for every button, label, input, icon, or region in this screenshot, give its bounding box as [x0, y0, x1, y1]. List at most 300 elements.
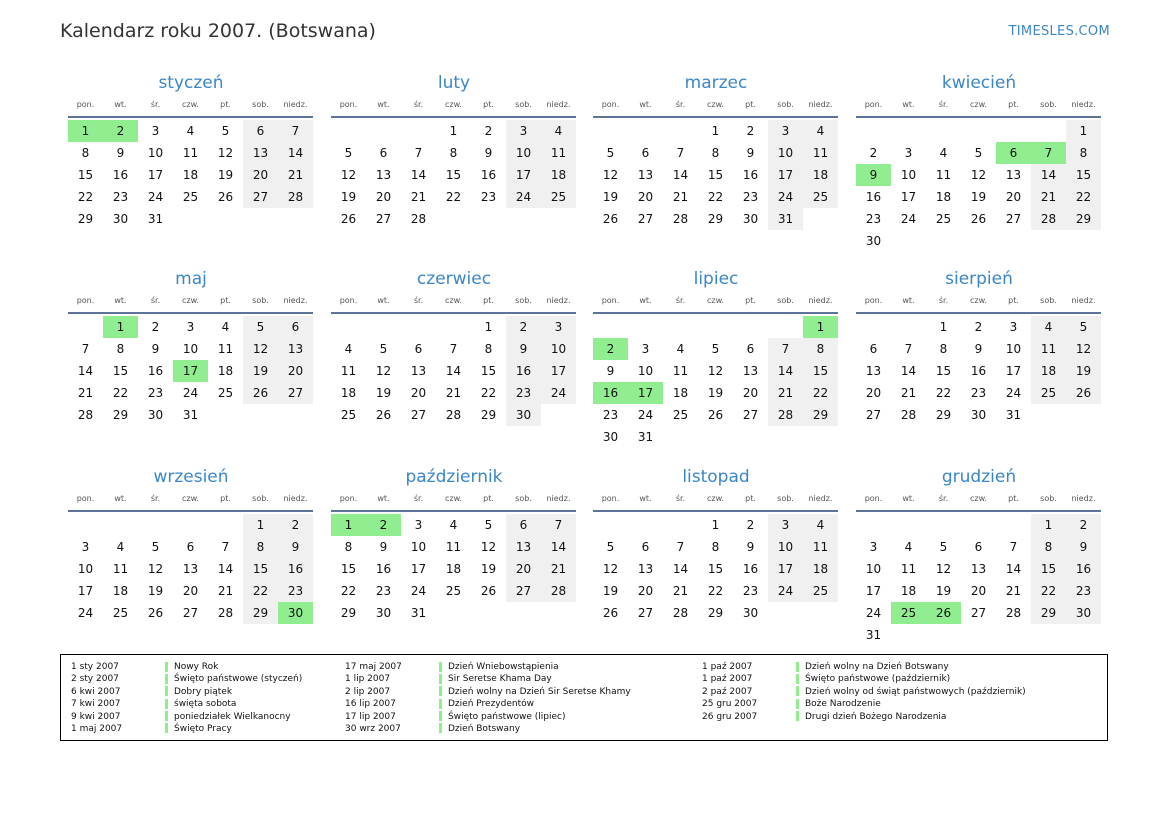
- day-cell: 15: [935, 364, 952, 378]
- weekday-label: pt.: [220, 494, 231, 503]
- day-cell: 1: [1066, 120, 1101, 142]
- day-cell: 12: [970, 168, 987, 182]
- day-cell: 19: [970, 190, 987, 204]
- month-title: wrzesień: [153, 467, 229, 487]
- day-cell: 1: [449, 124, 458, 138]
- day-cell: 24: [637, 408, 654, 422]
- day-cell: 24: [900, 212, 917, 226]
- day-cell: 19: [375, 386, 392, 400]
- day-cell: 4: [344, 342, 353, 356]
- month-title: listopad: [682, 467, 750, 487]
- weekday-label: czw.: [182, 296, 199, 305]
- holiday-marker: [439, 723, 442, 733]
- day-cell: 10: [182, 342, 199, 356]
- empty-cell: [628, 120, 663, 142]
- weekday-label: pon.: [76, 494, 95, 503]
- empty-cell: [628, 514, 663, 536]
- day-cell: 7: [278, 120, 313, 142]
- holiday-marker: [439, 686, 442, 696]
- day-cell: 25: [340, 408, 357, 422]
- holiday-date: 17 lip 2007: [345, 711, 396, 722]
- weekday-label: pon.: [601, 494, 620, 503]
- holiday-date: 1 sty 2007: [71, 662, 119, 672]
- day-cell: 30: [147, 408, 164, 422]
- day-cell: 28: [445, 408, 462, 422]
- weekday-label: sob.: [1040, 100, 1057, 109]
- day-cell: 23: [112, 190, 129, 204]
- weekday-label: niedz.: [1071, 494, 1096, 503]
- empty-cell: [768, 316, 803, 338]
- day-cell: 21: [1031, 186, 1066, 208]
- empty-cell: [366, 120, 401, 142]
- day-cell: 1: [484, 320, 493, 334]
- day-cell: 13: [637, 562, 654, 576]
- day-cell: 10: [410, 540, 427, 554]
- day-grid: [856, 316, 1102, 426]
- holiday-date: 2 paź 2007: [702, 686, 753, 697]
- legend-column: [692, 661, 1026, 723]
- day-cell: 24: [1005, 386, 1022, 400]
- month-divider: [593, 312, 838, 314]
- weekday-label: czw.: [182, 100, 199, 109]
- weekday-label: pt.: [483, 494, 494, 503]
- weekday-label: czw.: [970, 296, 987, 305]
- day-cell: 11: [1031, 338, 1066, 360]
- day-cell: 31: [865, 628, 882, 642]
- weekday-label: sob.: [777, 296, 794, 305]
- day-cell: 7: [414, 146, 423, 160]
- weekday-label: śr.: [413, 494, 424, 503]
- weekday-header: [68, 98, 314, 112]
- day-cell: 31: [410, 606, 427, 620]
- day-cell: 7: [541, 514, 576, 536]
- empty-cell: [401, 120, 436, 142]
- weekday-label: pt.: [1008, 296, 1019, 305]
- legend-row: [335, 698, 631, 710]
- day-cell: 19: [243, 360, 278, 382]
- legend-row: [692, 698, 1026, 710]
- day-cell: 2: [1066, 514, 1101, 536]
- month-divider: [593, 116, 838, 118]
- day-cell: 13: [742, 364, 759, 378]
- day-cell: 28: [768, 404, 803, 426]
- day-cell: 26: [340, 212, 357, 226]
- empty-cell: [891, 514, 926, 536]
- month-6: [331, 268, 577, 426]
- day-grid: [68, 316, 314, 426]
- day-cell: 6: [869, 342, 878, 356]
- holiday-date: 26 gru 2007: [702, 711, 758, 722]
- day-cell: 24: [506, 186, 541, 208]
- day-cell: 29: [1031, 602, 1066, 624]
- holiday-marker: [165, 686, 168, 696]
- day-cell: 2: [974, 320, 983, 334]
- holiday-date: 2 sty 2007: [71, 674, 119, 685]
- day-cell: 1: [939, 320, 948, 334]
- day-cell: 3: [1009, 320, 1018, 334]
- day-cell: 4: [1031, 316, 1066, 338]
- day-cell: 11: [112, 562, 129, 576]
- day-cell: 27: [637, 212, 654, 226]
- day-cell: 15: [340, 562, 357, 576]
- holiday-date: 25 gru 2007: [702, 699, 758, 710]
- day-cell: 8: [81, 146, 90, 160]
- day-cell: 10: [506, 142, 541, 164]
- empty-cell: [593, 514, 628, 536]
- day-cell: 1: [243, 514, 278, 536]
- day-cell: 24: [768, 186, 803, 208]
- day-cell: 18: [672, 386, 689, 400]
- weekday-label: sob.: [1040, 494, 1057, 503]
- month-divider: [331, 312, 576, 314]
- legend-row: [692, 661, 1026, 673]
- weekday-label: śr.: [675, 100, 686, 109]
- day-cell: 20: [637, 584, 654, 598]
- day-cell: 4: [186, 124, 195, 138]
- legend-row: [61, 686, 302, 698]
- day-cell: 13: [1005, 168, 1022, 182]
- day-cell: 23: [375, 584, 392, 598]
- weekday-label: pt.: [483, 100, 494, 109]
- day-cell: 1: [711, 124, 720, 138]
- day-cell: 22: [77, 190, 94, 204]
- day-cell: 27: [243, 186, 278, 208]
- day-cell: 10: [77, 562, 94, 576]
- weekday-label: śr.: [938, 296, 949, 305]
- holiday-date: 1 lip 2007: [345, 674, 391, 685]
- weekday-label: sob.: [252, 100, 269, 109]
- legend-row: [335, 661, 631, 673]
- month-11: [593, 466, 839, 624]
- day-cell: 29: [707, 212, 724, 226]
- day-cell: 1: [711, 518, 720, 532]
- empty-cell: [961, 120, 996, 142]
- month-divider: [856, 312, 1101, 314]
- weekday-label: pt.: [745, 100, 756, 109]
- day-cell: 17: [865, 584, 882, 598]
- day-cell: 28: [278, 186, 313, 208]
- day-cell: 2: [506, 316, 541, 338]
- day-cell: 26: [243, 382, 278, 404]
- day-cell: 3: [541, 316, 576, 338]
- month-4: [856, 72, 1102, 252]
- empty-cell: [856, 514, 891, 536]
- day-cell: 9: [116, 146, 125, 160]
- day-cell: 5: [221, 124, 230, 138]
- day-cell: 10: [541, 338, 576, 360]
- weekday-label: wt.: [377, 296, 390, 305]
- day-cell: 22: [935, 386, 952, 400]
- day-cell: 8: [711, 146, 720, 160]
- day-cell: 14: [672, 562, 689, 576]
- holiday-name: Święto państwowe (styczeń): [174, 674, 303, 685]
- day-cell: 10: [900, 168, 917, 182]
- weekday-header: [331, 98, 577, 112]
- day-cell: 26: [707, 408, 724, 422]
- weekday-label: wt.: [639, 100, 652, 109]
- day-cell: 30: [742, 606, 759, 620]
- empty-cell: [698, 316, 733, 338]
- day-grid: [593, 514, 839, 624]
- day-cell: 24: [147, 190, 164, 204]
- day-cell: 18: [445, 562, 462, 576]
- day-grid: [331, 120, 577, 230]
- day-grid: [68, 120, 314, 230]
- day-cell: 30: [742, 212, 759, 226]
- day-cell: 13: [865, 364, 882, 378]
- day-cell: 27: [375, 212, 392, 226]
- day-cell: 7: [81, 342, 90, 356]
- day-cell: 3: [768, 120, 803, 142]
- day-cell: 21: [900, 386, 917, 400]
- holiday-day-cell: 1: [103, 316, 138, 338]
- day-cell: 25: [445, 584, 462, 598]
- weekday-header: [68, 492, 314, 506]
- day-cell: 4: [803, 120, 838, 142]
- weekday-label: czw.: [970, 494, 987, 503]
- day-cell: 20: [410, 386, 427, 400]
- day-cell: 23: [1066, 580, 1101, 602]
- weekday-label: sob.: [1040, 296, 1057, 305]
- day-cell: 22: [112, 386, 129, 400]
- day-cell: 22: [243, 580, 278, 602]
- day-cell: 11: [672, 364, 689, 378]
- day-cell: 24: [182, 386, 199, 400]
- empty-cell: [401, 316, 436, 338]
- day-cell: 3: [641, 342, 650, 356]
- day-cell: 1: [1031, 514, 1066, 536]
- day-cell: 17: [77, 584, 94, 598]
- month-title: lipiec: [693, 269, 739, 289]
- day-cell: 4: [904, 540, 913, 554]
- holiday-date: 6 kwi 2007: [71, 686, 121, 697]
- day-cell: 16: [112, 168, 129, 182]
- day-cell: 10: [147, 146, 164, 160]
- day-cell: 15: [803, 360, 838, 382]
- holiday-marker: [165, 699, 168, 709]
- day-cell: 9: [1066, 536, 1101, 558]
- day-grid: [856, 120, 1102, 252]
- holiday-marker: [165, 723, 168, 733]
- holiday-marker: [439, 699, 442, 709]
- weekday-header: [331, 294, 577, 308]
- weekday-header: [593, 294, 839, 308]
- holiday-day-cell: 25: [891, 602, 926, 624]
- day-cell: 2: [484, 124, 493, 138]
- day-cell: 19: [602, 190, 619, 204]
- holiday-date: 30 wrz 2007: [345, 723, 401, 734]
- month-divider: [331, 510, 576, 512]
- empty-cell: [173, 514, 208, 536]
- day-cell: 28: [672, 212, 689, 226]
- day-cell: 27: [1005, 212, 1022, 226]
- weekday-label: niedz.: [283, 296, 308, 305]
- brand-link[interactable]: TIMESLES.COM: [1008, 24, 1110, 39]
- day-cell: 11: [541, 142, 576, 164]
- day-cell: 24: [410, 584, 427, 598]
- day-cell: 22: [340, 584, 357, 598]
- day-cell: 20: [865, 386, 882, 400]
- holiday-day-cell: 6: [996, 142, 1031, 164]
- day-cell: 5: [711, 342, 720, 356]
- day-cell: 7: [676, 540, 685, 554]
- legend-row: [335, 723, 631, 735]
- day-cell: 3: [151, 124, 160, 138]
- day-cell: 14: [278, 142, 313, 164]
- day-cell: 20: [742, 386, 759, 400]
- day-cell: 28: [672, 606, 689, 620]
- weekday-label: wt.: [639, 494, 652, 503]
- weekday-header: [593, 492, 839, 506]
- legend-row: [692, 711, 1026, 723]
- day-cell: 25: [935, 212, 952, 226]
- legend-row: [61, 698, 302, 710]
- legend-row: [335, 686, 631, 698]
- month-divider: [68, 116, 313, 118]
- day-cell: 12: [602, 168, 619, 182]
- day-cell: 6: [506, 514, 541, 536]
- day-cell: 25: [112, 606, 129, 620]
- day-cell: 6: [641, 146, 650, 160]
- day-cell: 15: [707, 562, 724, 576]
- holiday-name: Święto państwowe (październik): [805, 674, 951, 685]
- weekday-label: niedz.: [546, 296, 571, 305]
- empty-cell: [926, 120, 961, 142]
- day-cell: 23: [970, 386, 987, 400]
- day-cell: 15: [112, 364, 129, 378]
- holiday-name: Dzień Prezydentów: [448, 699, 534, 710]
- day-cell: 14: [541, 536, 576, 558]
- day-cell: 23: [865, 212, 882, 226]
- holiday-date: 1 paź 2007: [702, 662, 753, 672]
- day-cell: 5: [379, 342, 388, 356]
- weekday-label: czw.: [445, 100, 462, 109]
- empty-cell: [628, 316, 663, 338]
- holiday-name: Dzień wolny na Dzień Sir Seretse Khamy: [448, 686, 631, 697]
- month-divider: [593, 510, 838, 512]
- day-cell: 16: [375, 562, 392, 576]
- holiday-day-cell: 2: [366, 514, 401, 536]
- holiday-name: Drugi dzień Bożego Narodzenia: [805, 711, 947, 722]
- weekday-header: [68, 294, 314, 308]
- holiday-legend: [60, 654, 1108, 741]
- month-9: [68, 466, 314, 624]
- day-cell: 15: [480, 364, 497, 378]
- day-cell: 2: [746, 518, 755, 532]
- holiday-name: Boże Narodzenie: [805, 699, 881, 710]
- day-cell: 10: [1005, 342, 1022, 356]
- holiday-day-cell: 17: [628, 382, 663, 404]
- day-cell: 22: [707, 584, 724, 598]
- day-cell: 24: [768, 580, 803, 602]
- day-cell: 16: [1066, 558, 1101, 580]
- weekday-label: śr.: [413, 100, 424, 109]
- day-cell: 26: [602, 212, 619, 226]
- weekday-label: niedz.: [808, 296, 833, 305]
- day-cell: 11: [340, 364, 357, 378]
- day-cell: 18: [803, 558, 838, 580]
- empty-cell: [733, 316, 768, 338]
- day-cell: 30: [602, 430, 619, 444]
- day-cell: 22: [480, 386, 497, 400]
- empty-cell: [331, 120, 366, 142]
- day-cell: 29: [480, 408, 497, 422]
- day-cell: 29: [935, 408, 952, 422]
- weekday-label: pt.: [220, 100, 231, 109]
- day-cell: 20: [1005, 190, 1022, 204]
- day-cell: 6: [243, 120, 278, 142]
- day-cell: 11: [803, 536, 838, 558]
- day-cell: 26: [147, 606, 164, 620]
- page-title: Kalendarz roku 2007. (Botswana): [60, 20, 376, 42]
- weekday-label: pt.: [483, 296, 494, 305]
- day-cell: 8: [484, 342, 493, 356]
- day-cell: 23: [506, 382, 541, 404]
- day-cell: 10: [865, 562, 882, 576]
- weekday-label: czw.: [707, 494, 724, 503]
- day-cell: 4: [676, 342, 685, 356]
- day-cell: 14: [445, 364, 462, 378]
- holiday-day-cell: 7: [1031, 142, 1066, 164]
- month-12: [856, 466, 1102, 646]
- empty-cell: [366, 316, 401, 338]
- weekday-label: wt.: [377, 494, 390, 503]
- month-divider: [856, 510, 1101, 512]
- day-cell: 12: [707, 364, 724, 378]
- day-cell: 23: [742, 190, 759, 204]
- day-cell: 18: [340, 386, 357, 400]
- day-cell: 12: [243, 338, 278, 360]
- day-cell: 22: [1066, 186, 1101, 208]
- month-8: [856, 268, 1102, 426]
- day-cell: 20: [506, 558, 541, 580]
- day-cell: 28: [900, 408, 917, 422]
- day-cell: 15: [1031, 558, 1066, 580]
- day-cell: 26: [602, 606, 619, 620]
- day-cell: 6: [746, 342, 755, 356]
- day-cell: 21: [768, 382, 803, 404]
- day-cell: 5: [606, 540, 615, 554]
- weekday-label: wt.: [114, 100, 127, 109]
- day-cell: 13: [243, 142, 278, 164]
- month-title: marzec: [684, 73, 748, 93]
- month-divider: [331, 116, 576, 118]
- month-divider: [856, 116, 1101, 118]
- day-cell: 21: [445, 386, 462, 400]
- weekday-label: pt.: [1008, 100, 1019, 109]
- day-cell: 24: [541, 382, 576, 404]
- day-cell: 26: [970, 212, 987, 226]
- day-cell: 17: [506, 164, 541, 186]
- day-cell: 7: [676, 146, 685, 160]
- weekday-label: pon.: [339, 100, 358, 109]
- legend-row: [61, 711, 302, 723]
- day-cell: 15: [243, 558, 278, 580]
- day-cell: 5: [606, 146, 615, 160]
- day-cell: 22: [707, 190, 724, 204]
- day-cell: 19: [935, 584, 952, 598]
- day-cell: 18: [112, 584, 129, 598]
- holiday-date: 16 lip 2007: [345, 699, 396, 710]
- day-cell: 29: [1066, 208, 1101, 230]
- day-cell: 4: [541, 120, 576, 142]
- day-cell: 5: [1066, 316, 1101, 338]
- day-cell: 16: [506, 360, 541, 382]
- day-cell: 25: [672, 408, 689, 422]
- day-cell: 3: [186, 320, 195, 334]
- weekday-label: wt.: [114, 494, 127, 503]
- legend-column: [335, 661, 631, 735]
